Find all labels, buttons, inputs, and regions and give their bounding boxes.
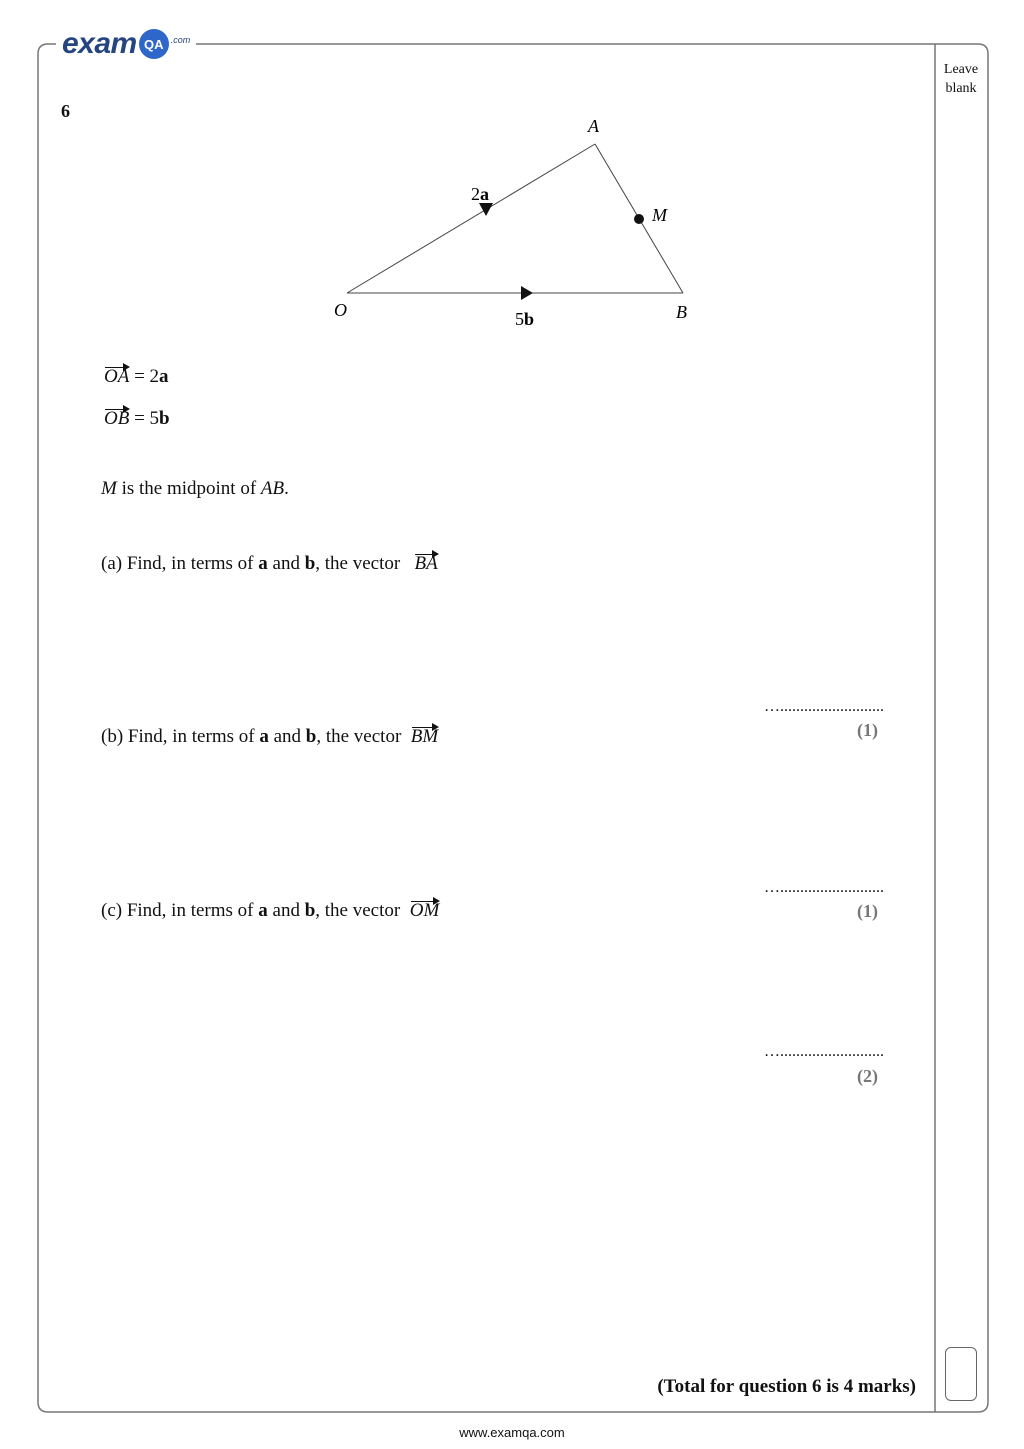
statement-m: M [101,478,117,499]
given-oa [104,366,169,388]
statement-ab: AB [260,478,285,499]
part-c-tail: , the vector [315,900,401,921]
statement-end: . [284,478,289,499]
given-ob [104,408,170,430]
logo-badge: QA [139,29,169,59]
vector-ba: BA [414,553,438,574]
part-a-a: a [258,553,268,574]
part-b-question [101,726,438,748]
point-a-label: A [588,116,599,136]
part-c-answer-line[interactable]: ….......................... [764,1043,884,1060]
part-c-question [101,900,439,922]
total-marks: (Total for question 6 is 4 marks) [657,1376,916,1397]
part-a-question [101,553,438,575]
marks-box[interactable] [945,1347,977,1401]
triangle-diagram [0,0,1024,340]
logo-word: exam [62,27,137,60]
part-b-b: b [305,726,317,747]
part-a-answer-line[interactable]: ….......................... [764,698,884,715]
footer-url: www.examqa.com [459,1425,565,1440]
part-b-marks: (1) [857,901,878,921]
part-c-b: b [304,900,316,921]
part-a-marks: (1) [857,720,878,740]
part-b-lead: (b) Find, in terms of [101,726,260,747]
part-b-tail: , the vector [316,726,402,747]
part-a-lead: (a) Find, in terms of [101,553,259,574]
label-ob: 5b [515,309,535,329]
logo-suffix: .com [170,35,191,45]
part-b-answer-line[interactable]: ….......................... [764,879,884,896]
point-b-label: B [676,302,687,322]
question-number: 6 [61,101,70,121]
label-oa: 2a [471,184,489,204]
part-b-and: and [268,726,306,747]
part-c-marks: (2) [857,1066,878,1086]
point-o-label: O [334,300,347,320]
given-ob-val: b [159,408,170,429]
part-b-a: a [259,726,269,747]
given-oa-val: a [159,366,169,387]
line-oa [347,144,595,293]
statement-text: is the midpoint of [116,478,261,499]
part-a-and: and [267,553,305,574]
given-oa-eq: = 2 [129,366,160,387]
arrow-ob-icon [521,286,533,300]
part-c-lead: (c) Find, in terms of [101,900,259,921]
part-c-and: and [267,900,305,921]
leave-blank-line1: Leave [943,62,979,77]
vector-om: OM [409,900,440,921]
vector-bm: BM [410,726,439,747]
arrow-oa-icon [479,203,493,216]
leave-blank-line2: blank [945,81,977,96]
vector-oa: OA [104,366,130,387]
part-a-b: b [304,553,316,574]
point-m-label: M [652,205,667,225]
given-ob-eq: = 5 [129,408,160,429]
midpoint-statement [101,478,289,500]
part-c-a: a [258,900,268,921]
midpoint-m-dot [634,214,644,224]
part-a-tail: , the vector [315,553,401,574]
vector-ob: OB [104,408,130,429]
